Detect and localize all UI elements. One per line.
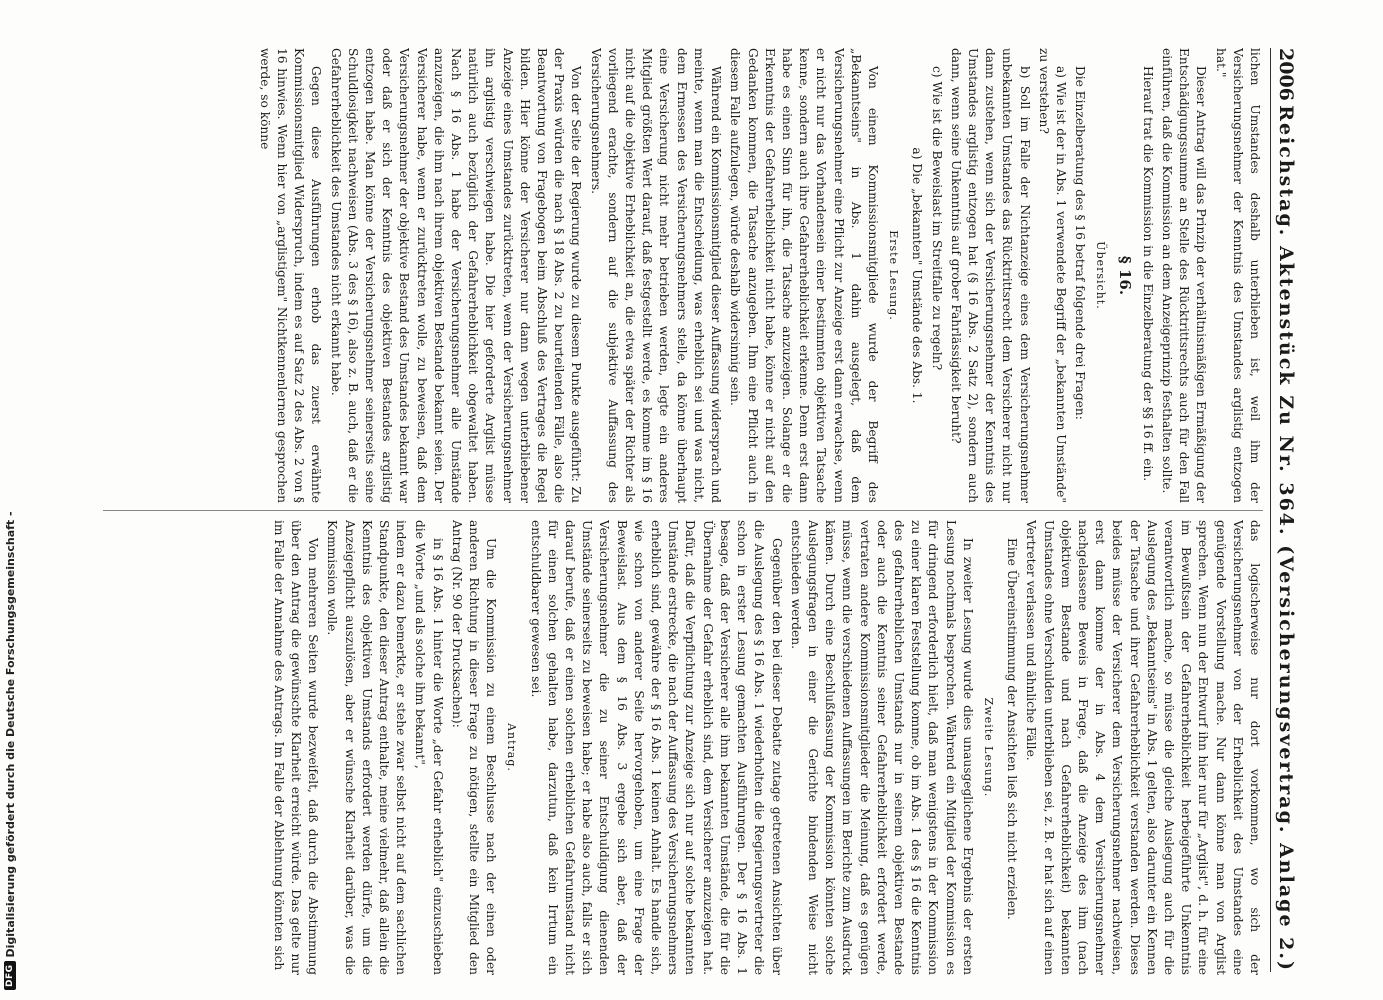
digitization-sidebar	[0, 0, 20, 1000]
header-title: Reichstag. Aktenstück Zu Nr. 364. (Versicherungsvertrag. Anlage 2.)	[1275, 105, 1297, 972]
question-c: c) Wie ist die Beweislast im Streitfalle zu regeln?	[929, 66, 944, 371]
subsection-heading: a) Die „bekannten" Umstände des Abs. 1.	[910, 147, 925, 404]
motion-text: in § 16 Abs. 1 hinter die Worte „der Gefahr erheblich" einzuschieben die Worte „und als solche ihm bekannt",	[413, 520, 445, 975]
digitization-note: Digitalisierung gefördert durch die Deutsche Forschungsgemeinschaft -	[3, 511, 17, 958]
paragraph: Von einem Kommissionsmitgliede wurde der Begriff des „Bekanntseins" in Abs. 1 dahin ausgelegt, daß dem Versicherungsnehmer eine Pflicht zur Anzeige erst dann erwachse, wenn er nicht nur das Vorhandensein einer bestimmten objektiven Tatsache kenne, sondern auch ihre Gefahrerheblichkeit erkenne. Denn erst dann habe es einen Sinn für ihn, die Tatsache anzuzeigen. Solange er die Erkenntnis der Gefahrerheblichkeit nicht habe, könne er nicht auf den Gedanken kommen, die Tatsache anzugeben. Ihm eine Pflicht auch in diesem Falle aufzulegen, würde deshalb widersinnig sein.	[728, 48, 880, 503]
paragraph: Von mehreren Seiten wurde bezweifelt, daß durch die Abstimmung über den Antrag die gewünschte Klarheit erreicht würde. Das gelte nur im Falle der Annahme des Antrags. Im Falle der Ablehnung könnten sich	[271, 520, 321, 975]
motion-heading: Antrag.	[505, 723, 519, 772]
section-heading: § 16.	[1115, 255, 1134, 296]
question-a: a) Wie ist der in Abs. 1 verwendete Begriff der „bekannten Umstände" zu verstehen?	[1036, 48, 1068, 503]
reading-heading: Erste Lesung.	[887, 230, 901, 321]
page-body	[103, 40, 1323, 980]
paragraph: Hierauf trat die Kommission in die Einzelberatung der §§ 16 ff. ein.	[1140, 66, 1155, 482]
paragraph: Gegenüber den bei dieser Debatte zutage getretenen Ansichten über die Auslegung des § 16 Abs. 1 wiederholten die Regierungsvertreter die schon in erster Lesung gemachten Ausführungen. Der § 16 Abs. 1 besage, daß der Versicherer alle ihm bekannten Umstände, die für die Übernahme der Gefahr erheblich sind, dem Versicherer anzuzeigen hat. Dafür, daß die Verpflichtung zur Anzeige sich nur auf solche bekannten Umstände erstrecke, die nach der Auffassung des Versicherungsnehmers erheblich sind, gewähre der § 16 Abs. 1 keinen Anhalt. Es handle sich, wie schon von anderer Seite hervorgehoben, um eine Frage der Beweislast. Aus dem § 16 Abs. 3 ergebe sich aber, daß der Versicherungsnehmer die zu seiner Entschuldigung dienenden Umstände seinerseits zu beweisen habe; er habe also auch, falls er sich darauf berufe, daß er einen solchen erheblichen Gefahrumstand nicht für einen solchen gehalten habe, darzutun, daß kein Irrtum ein entschuldbarer gewesen sei.	[528, 520, 784, 975]
paragraph: Von der Seite der Regierung wurde zu diesem Punkte ausgeführt: Zu der Praxis würden die nach § 18 Abs. 2 zu beurteilenden Fälle, also die Beantwortung von Fragebogen beim Abschluß des Vertrages die Regel bilden. Hier könne der Versicherer nur dann wegen unterbliebener Anzeige eines Umstandes zurücktreten, wenn der Versicherungsnehmer ihn arglistig verschwiegen habe. Die hier geforderte Arglist müsse natürlich auch bezüglich der Gefahrerheblichkeit obgewaltet haben. Nach § 16 Abs. 1 habe der Versicherungsnehmer alle Umstände anzuzeigen, die ihm nach ihrem objektiven Bestande bekannt seien. Der Versicherer habe, wenn er zurücktreten wolle, zu beweisen, daß dem Versicherungsnehmer der objektive Bestand des Umstandes bekannt war oder daß er sich der Kenntnis des objektiven Bestandes arglistig entzogen habe. Man könne der Versicherungsnehmer seinerseits seine Schuldlosigkeit nachweisen (Abs. 3 des § 16), also z. B. auch, daß er die Gefahrerheblichkeit des Umstandes nicht erkannt habe.	[328, 48, 584, 503]
paragraph: Während ein Kommissionsmitglied dieser Auffassung widersprach und meinte, wenn man die Entscheidung, was erheblich sei und was nicht, dem Ermessen des Versicherungsnehmers stelle, da könne überhaupt eine Versicherung nicht mehr betrieben werden, legte ein anderes Mitglied größten Wert darauf, daß festgestellt werde, es komme im § 16 nicht auf die objektive Erheblichkeit an, die etwa später der Richter als vorliegend erachte, sondern auf die subjektive Auffassung des Versicherungsnehmers.	[588, 48, 724, 503]
column-divider	[103, 510, 1263, 511]
section-subheading: Übersicht.	[1094, 241, 1108, 310]
paragraph: Um die Kommission zu einem Beschlusse nach der einen oder anderen Richtung in dieser Frage zu nötigen, stellte ein Mitglied den Antrag (Nr. 90 der Drucksachen):	[449, 520, 499, 975]
reading-heading: Zweite Lesung.	[981, 697, 995, 798]
dfg-logo: DFG	[4, 961, 16, 990]
right-column	[63, 520, 1263, 975]
paragraph: In zweiter Lesung wurde dies unausgeglichene Ergebnis der ersten Lesung nochmals besprochen. Während ein Mitglied der Kommission es für dringend erforderlich hielt, daß man wenigstens in der Kommission zu einer klaren Feststellung komme, ob im Abs. 1 des § 16 die Kenntnis des gefahrerheblichen Umstands nur in seinem objektiven Bestande oder auch die Kenntnis seiner Gefahrerheblichkeit erfordert werde, vertraten andere Kommissionsmitglieder die Meinung, daß es genügen müsse, wenn die verschiedenen Auffassungen im Berichte zum Ausdruck kämen. Durch eine Beschlußfassung der Kommission könnten solche Auslegungsfragen in einer die Gerichte bindenden Weise nicht entschieden werden.	[788, 520, 975, 975]
left-column	[63, 48, 1263, 503]
paragraph: Gegen diese Ausführungen erhob das zuerst erwähnte Kommissionsmitglied Widerspruch, indem es auf Satz 2 des Abs. 2 von § 16 hinwies. Wenn hier von „arglistigem" Nichtkennenlernen gesprochen werde, so könne	[257, 48, 324, 503]
paragraph: lichen Umstandes deshalb unterblieben ist, weil ihm der Versicherungsnehmer der Kenntnis des Umstandes arglistig entzogen hat."	[1213, 48, 1262, 503]
paragraph: das logischerweise nur dort vorkommen, wo sich der Versicherungsnehmer von der Erheblichkeit des Umstandes eine genügende Vorstellung mache. Nur dann könne man von Arglist sprechen. Wenn nun der Entwurf ihn hier nur für „Arglist", d. h. für eine im Bewußtsein der Gefahrerheblichkeit herbeigeführte Unkenntnis verantwortlich mache, so müsse die gleiche Auslegung auch für die Auslegung des „Bekanntseins" in Abs. 1 gelten, also darunter ein Kennen der Tatsache und ihrer Gefahrerheblichkeit verstanden werden. Dieses beides müsse der Versicherer dem Versicherungsnehmer nachweisen, erst dann komme der in Abs. 4 dem Versicherungsnehmer nachgelassene Beweis in Frage, daß die Anzeige des ihm (nach objektivem Bestande und nach Gefahrerheblichkeit) bekannten Umstandes ohne Verschulden unterblieben sei, z. B. er hat sich auf einen Vertreter verlassen und ähnliche Fälle.	[1024, 520, 1262, 975]
paragraph: Eine Übereinstimmung der Ansichten ließ sich nicht erzielen.	[1005, 538, 1020, 920]
page-number: 2006	[1275, 48, 1297, 101]
question-b: b) Soll im Falle der Nichtanzeige eines dem Versicherungsnehmer unbekannten Umstandes das Rücktrittsrecht dem Versicherer nicht nur dann zustehen, wenn sich der Versicherungsnehmer der Kenntnis des Umstandes arglistig entzogen hat (§ 16 Abs. 2 Satz 2), sondern auch dann, wenn seine Unkenntnis auf grober Fahrlässigkeit beruht?	[948, 48, 1032, 503]
paragraph: indem er dazu bemerkte, er stehe zwar selbst nicht auf dem sachlichen Standpunkte, den dieser Antrag enthalte, meine vielmehr, daß allein die Kenntnis des objektiven Umstands erfordert werden dürfe, um die Anzeigepflicht auszulösen, aber er wünsche Klarheit darüber, was die Kommission wolle.	[325, 520, 409, 975]
paragraph: Dieser Antrag will das Prinzip der verhältnismäßigen Ermäßigung der Entschädigungssumme an Stelle des Rücktrittsrechts auch für den Fall einführen, daß die Kommission an dem Anzeigeprinzip festhalten sollte.	[1159, 48, 1209, 503]
paragraph: Die Einzelberatung des § 16 betraf folgende drei Fragen:	[1073, 66, 1088, 420]
running-header	[1270, 48, 1323, 972]
